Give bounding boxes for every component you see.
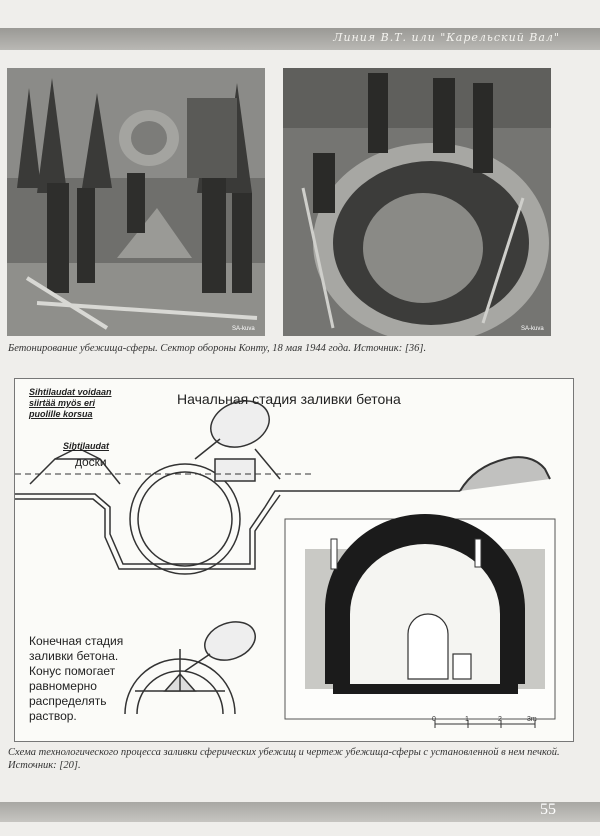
photo-watermark: SA-kuva: [232, 326, 255, 332]
final-stage-text: [29, 634, 123, 724]
finnish-note-line: siirtää myös eri: [29, 398, 96, 408]
stage1-title: Начальная стадия заливки бетона: [177, 391, 401, 407]
sihti-label: Sihtilaudat: [63, 441, 110, 451]
running-header-title: Линия В.Т. или "Карельский Вал": [333, 31, 560, 44]
technical-diagram: [14, 378, 574, 742]
scale-label-0: 0: [432, 716, 436, 723]
final-stage-line: раствор.: [29, 709, 77, 723]
caption-figure: [8, 746, 568, 772]
photo-sphere-pouring: [283, 68, 551, 336]
final-stage-line: Конечная стадия: [29, 634, 124, 648]
caption-photos: Бетонирование убежища-сферы. Сектор обороны Конту, 18 мая 1944 года. Источник: [36].: [8, 343, 427, 354]
finnish-note-line: puolille korsua: [29, 409, 93, 419]
page-number: 55: [540, 801, 556, 818]
photo-watermark: SA-kuva: [521, 326, 544, 332]
photo-concrete-mixer: [7, 68, 265, 336]
final-stage-line: равномерно: [29, 679, 97, 693]
scale-label-2: 2: [498, 716, 502, 723]
finnish-note-line: Sihtilaudat voidaan: [29, 387, 112, 397]
doski-label: доски: [75, 455, 107, 469]
caption-figure-line: Схема технологического процесса заливки сферических убежищ и чертеж убежища-сферы с установленной в нем печкой.: [8, 747, 560, 758]
finnish-note: [29, 387, 112, 420]
scale-label-1: 1: [465, 716, 469, 723]
final-stage-line: Конус помогает: [29, 664, 116, 678]
final-stage-line: распределять: [29, 694, 107, 708]
caption-figure-source: Источник: [20].: [8, 760, 81, 771]
scale-label-3m: 3m: [527, 716, 537, 723]
footer-band: [0, 802, 600, 822]
final-stage-line: заливки бетона.: [29, 649, 119, 663]
